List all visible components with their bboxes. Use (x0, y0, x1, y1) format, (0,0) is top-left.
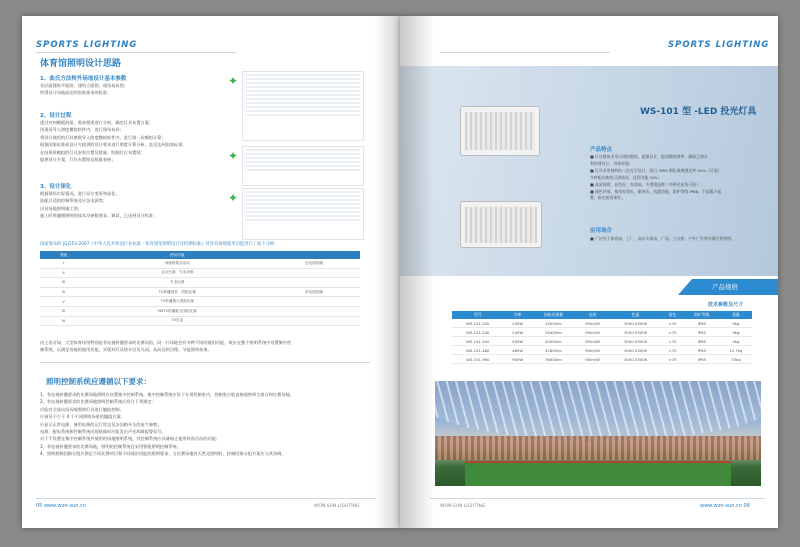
table-header: 型号 (452, 311, 504, 319)
table-cell: 无电视转播 (268, 259, 360, 268)
text-line: 透过对初模板的面，需求照准进行分析，确定灯具布置方案； (40, 120, 154, 125)
table-cell: TV应急 (87, 316, 267, 326)
illuminance-table-image (242, 146, 364, 186)
spec-band-label: 产品规格 (712, 283, 738, 291)
table-cell: 95lm/W (575, 328, 610, 337)
table-header: 使用功能 (87, 251, 267, 259)
table-cell: 3000-5500K (610, 337, 661, 346)
spec-heading: 技术参数及尺寸 (708, 302, 744, 308)
table-cell: 960W (504, 355, 532, 364)
table-cell: >70 (661, 355, 684, 364)
spec-band-accent (678, 279, 692, 295)
table-cell: IV (40, 287, 87, 297)
table-cell: HDTV转播重大国际比赛 (87, 306, 267, 316)
application-heading: 应用场合 (590, 228, 613, 234)
text-line: 根据现场实际情况，进行设计变更和深化； (40, 191, 120, 196)
soccer-figure-icon: ✦ (228, 191, 239, 205)
table-row (452, 337, 752, 346)
table-cell: IP65 (684, 346, 720, 355)
right-page (400, 16, 778, 528)
footer-brand: WON·SUN LIGHTING (440, 504, 486, 509)
list-item: 应能对全部出场场地照明灯具进行编组控制； (40, 406, 124, 412)
table-cell: WS-101-400 (452, 337, 504, 346)
table-cell: 3000-5500K (610, 346, 661, 355)
requirements-list (40, 391, 294, 458)
list-item: 4、照明控制回路分组应满足不同比赛项目和不同使用功能的照明要求；当比赛场地有天然光照明时，控制回路分组方案应与其协调。 (40, 451, 286, 457)
table-row (452, 328, 752, 337)
table-cell: IP65 (684, 355, 720, 364)
table-row (40, 287, 360, 297)
table-row (40, 297, 360, 307)
table-header: 显色 (661, 311, 684, 319)
table-cell: 480W (504, 346, 532, 355)
list-item: ■ 灯具采用独特的二次光学设计，面白 3MM 钢化玻璃透光率 92%（可选） (590, 167, 722, 173)
divider (36, 52, 236, 53)
list-item: 电源、配电系统和控制系统出现故障时应能发出声光故障报警信号； (40, 429, 166, 435)
text-line: 所得设计场地或达到国家要求的标准； (40, 90, 112, 96)
divider (36, 498, 376, 499)
stadium-photo (435, 381, 761, 486)
table-row (452, 355, 752, 364)
brand-logo: SPORTS LIGHTING (36, 40, 138, 50)
control-section-title: 照明控制系统应遵循以下要求： (46, 377, 151, 386)
table-cell: III (40, 278, 87, 288)
section-heading-1: 1、曲氏方法转外场地设计基本参数 (40, 76, 127, 82)
table-cell: 3000-5500K (610, 319, 661, 328)
brand-logo: SPORTS LIGHTING (668, 40, 770, 50)
left-page (22, 16, 402, 528)
table-cell (268, 316, 360, 326)
features-list (590, 154, 722, 202)
table-header (268, 251, 360, 259)
standard-note: 国家颁布的 JGJ153-2007《中华人民共和国行业标准－体育场馆照明设计及检测标准》对体育场地使用功能进行了如下分级： (40, 242, 279, 247)
divider (430, 498, 765, 499)
table-cell: 9kg (720, 337, 752, 346)
section-1-text (40, 82, 128, 97)
table-cell: WS-101-960 (452, 355, 504, 364)
text-line: 制系统，以满足场地的使用功能，实现对灯具的开启及关闭，从而达到合理、节能照明效果。 (40, 347, 212, 353)
table-cell (268, 306, 360, 316)
table-cell (268, 268, 360, 278)
explanation-paragraph (40, 339, 291, 354)
table-cell: 12.7kg (720, 346, 752, 355)
table-row (452, 346, 752, 355)
table-cell: WS-101-240 (452, 328, 504, 337)
table-cell: 26400lm (532, 328, 575, 337)
page-title: 体育馆照明设计思路 (40, 59, 122, 69)
list-item: 3、有电视转播要求的比赛场地，照明的控制系统宜采用智能照明控制系统。 (40, 443, 181, 449)
table-cell: 33kg (720, 355, 752, 364)
table-row (40, 268, 360, 278)
table-header: 功率 (504, 311, 532, 319)
table-row (40, 316, 360, 326)
brochure-spread (22, 16, 778, 528)
text-line: 由上表可知，大型体育场馆特别是有电视转播要求的比赛场馆，同一片场地会有多种不同的使用功能，故应在整个照明系统中设置集中控 (40, 340, 292, 345)
text-line: 出具场地照明施工图； (40, 205, 82, 211)
list-item: 对于不设置在集中控制系统外使用的场地照明系统，其控制系统应具备防止他用时再启动的功能； (40, 436, 221, 442)
table-cell: II (40, 268, 87, 278)
divider (440, 52, 610, 53)
table-cell: I (40, 259, 87, 268)
table-cell: >70 (661, 319, 684, 328)
list-item: 利的建设计，寿命更强； (590, 160, 633, 166)
section-heading-2: 2、设计过程 (40, 113, 72, 119)
text-line: 将设计使用的灯具参数导入照度模拟软件内，进行第一次模拟计算； (40, 134, 166, 140)
table-cell: V (40, 297, 87, 307)
footer-brand: WON·SUN LIGHTING (314, 504, 360, 509)
table-cell: 业余比赛、专业训练 (87, 268, 267, 278)
table-header: 防护等级 (684, 311, 720, 319)
table-cell: >70 (661, 328, 684, 337)
table-cell: 400W (504, 337, 532, 346)
table-cell: 有电视转播 (268, 287, 360, 297)
table-cell: 95lm/W (575, 319, 610, 328)
table-cell: >70 (661, 346, 684, 355)
football-figure-icon: ✦ (228, 149, 239, 163)
section-heading-3: 3、设计深化 (40, 184, 72, 190)
list-item: ■ 高清照明，显色好，寿命高，多透镜品种（多种光束角可选）； (590, 181, 704, 187)
section-3-text (40, 190, 157, 220)
text-line: 根据国家标准或设计方提供的设计要求进行照度计算分析，直至达到国家标准； (40, 142, 187, 148)
table-row (40, 306, 360, 316)
text-line: 各层面建筑平面图、建筑立面图、现场布局图； (40, 83, 128, 88)
text-line: 施工时所遵循照明的技术员参数要求、调试，已达到设计标准； (40, 213, 158, 219)
table-cell: 24000lm (532, 319, 575, 328)
table-header: 重量 (720, 311, 752, 319)
function-level-table (40, 251, 360, 326)
application-text: ■ 广泛用于体育场、工厂、高尔夫球场、广场、立交桥、户外广告等外墙全景照明。 (590, 236, 735, 241)
list-item: 应预设不少于 4 个不同照明场景的编组方案； (40, 414, 125, 420)
table-cell: 训练和娱乐活动 (87, 259, 267, 268)
table-cell: VI (40, 306, 87, 316)
table-cell: 专业比赛 (87, 278, 267, 288)
table-header: 光效 (575, 311, 610, 319)
list-item: 应显示正常电源、备用电源的运行状态及各回路开关的电气参数； (40, 421, 162, 427)
table-cell: 52800lm (532, 346, 575, 355)
floodlight-photo (460, 201, 542, 248)
table-cell: WS-101-480 (452, 346, 504, 355)
list-item: 多种配光曲线可供选择，达到节能 20%； (590, 174, 663, 180)
table-cell: TV转播重大国际比赛 (87, 297, 267, 307)
list-item: 1、有电视转播要求的比赛场地照明应设置集中控制系统。集中控制系统应设于专用控制室内，控制室应能直接观察到主席台和比赛场地。 (40, 392, 294, 397)
table-cell: 3000-5500K (610, 328, 661, 337)
table-cell: 95lm/W (575, 355, 610, 364)
table-cell: WS-101-200 (452, 319, 504, 328)
text-line: 提供设计方案，灯位布置图及数量表格； (40, 157, 116, 163)
text-line: 在结果所模拟的灯具安装位置及数量，绘制灯位布置图； (40, 149, 145, 155)
table-row (40, 278, 360, 288)
runner-figure-icon: ✦ (228, 74, 239, 88)
table-row (452, 319, 752, 328)
section-2-text (40, 119, 187, 163)
table-cell: TV转播国家、国际比赛 (87, 287, 267, 297)
table-cell: 95lm/W (575, 346, 610, 355)
table-cell: >70 (661, 337, 684, 346)
table-row (40, 259, 360, 268)
page-number-right: www.won-sun.cn 06 (700, 503, 750, 509)
table-cell: IP65 (684, 319, 720, 328)
table-cell: 9kg (720, 328, 752, 337)
table-cell: 3000-5500K (610, 355, 661, 364)
table-cell (268, 278, 360, 288)
floodlight-photo (460, 106, 540, 156)
spec-table (452, 311, 752, 364)
table-header: 等级 (40, 251, 87, 259)
text-line: 用现场导入照度模拟软件内，进行现场布局； (40, 127, 124, 133)
illuminance-table-image (242, 188, 364, 240)
list-item: ■ 绿色环保，使用寿命长，耐冲击，抗震功能，防护等级 IP66，不起雾不起 (590, 188, 722, 194)
divider (40, 362, 370, 363)
table-cell: 76000lm (532, 355, 575, 364)
list-item: 雾，眩光低效果好。 (590, 195, 626, 201)
list-item: ■ 灯具整体采用压铸铝散热，超薄设计，提高散热效率，确保之间专 (590, 154, 708, 159)
table-cell: IP65 (684, 328, 720, 337)
table-cell: 200W (504, 319, 532, 328)
table-header: 色温 (610, 311, 661, 319)
table-cell: 240W (504, 328, 532, 337)
table-cell: IP65 (684, 337, 720, 346)
table-cell: 40000lm (532, 337, 575, 346)
page-number-left: 05 www.won-sun.cn (36, 503, 86, 509)
product-title: WS-101 型 -LED 投光灯具 (640, 107, 757, 117)
illuminance-table-image (242, 71, 364, 141)
list-item: 2、有电视转播要求的比赛场地照明控制系统应符合下列规定： (40, 399, 156, 405)
table-cell: VI (40, 316, 87, 326)
text-line: 选配合适的控制系统及应急电源等； (40, 198, 108, 204)
features-heading: 产品特点 (590, 147, 613, 153)
table-cell: 9kg (720, 319, 752, 328)
table-cell (268, 297, 360, 307)
table-header: 初始光通量 (532, 311, 575, 319)
table-cell: 95lm/W (575, 337, 610, 346)
